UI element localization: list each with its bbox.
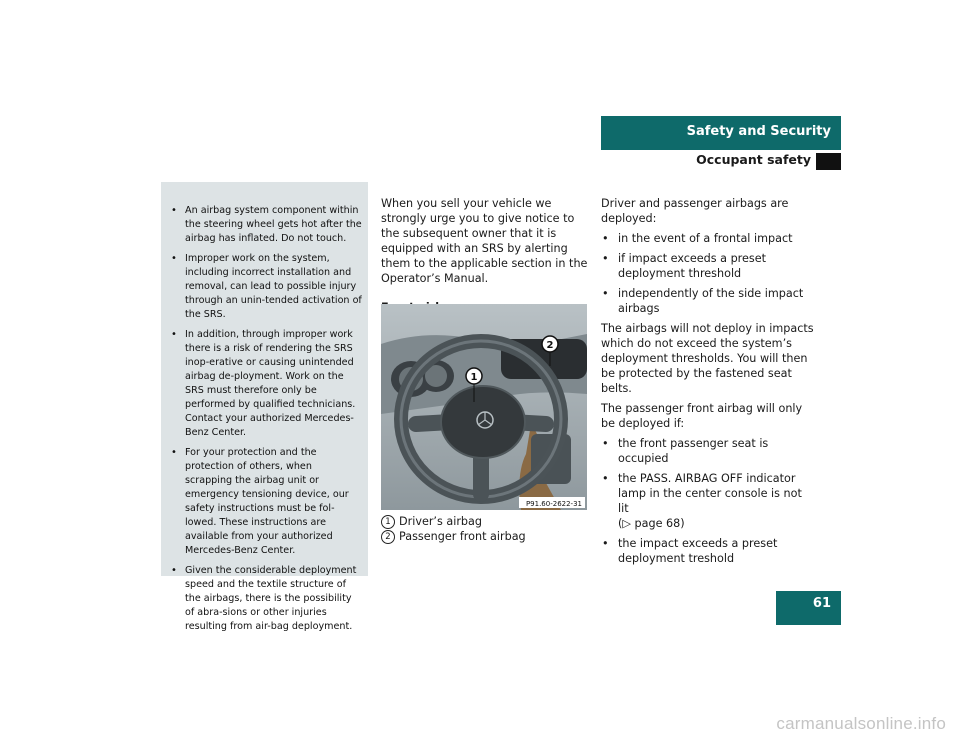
page-reference-link[interactable]: (▷ page 68) xyxy=(618,517,685,530)
deployment-conditions-list xyxy=(601,231,815,316)
caption-text: Driver’s airbag xyxy=(399,515,482,528)
section-title: Safety and Security xyxy=(686,124,831,139)
figure-code: P91.60-2622-31 xyxy=(525,500,582,508)
passenger-airbag-intro: The passenger front airbag will only be deployed if: xyxy=(601,402,803,430)
section-header-band xyxy=(601,116,841,150)
page-number: 61 xyxy=(812,596,831,611)
warning-item: • An airbag system component within the steering wheel gets hot after the airbag has inflated. Do not touch. xyxy=(171,204,362,246)
warning-item: • Improper work on the system, including incorrect installation and removal, can lead to possible injury through an unin-tended activation of the SRS. xyxy=(171,252,362,322)
caption-passenger-airbag xyxy=(381,529,591,544)
deployment-intro: Driver and passenger airbags are deployed: xyxy=(601,197,789,225)
page-number-band xyxy=(776,591,841,625)
subsection-title: Occupant safety xyxy=(696,152,811,167)
warning-item: • Given the considerable deployment speed and the textile structure of the airbags, there is the possibility of abra-sions or other injuries resulting from air-bag deployment. xyxy=(171,564,362,634)
column-middle xyxy=(381,196,591,315)
warning-list xyxy=(161,182,368,634)
column-right xyxy=(601,196,815,571)
warning-item: • For your protection and the protection of others, when scrapping the airbag unit or emergency tensioning device, our safety instructions must be fol-lowed. These instructions are available from your authorized Mercedes-Benz Center. xyxy=(171,446,362,558)
steering-wheel-illustration xyxy=(381,304,587,510)
list-item: • in the event of a frontal impact xyxy=(601,231,815,246)
passenger-conditions-list xyxy=(601,436,815,566)
list-item: • the front passenger seat is occupied xyxy=(601,436,815,466)
caption-number: 2 xyxy=(381,530,395,544)
caption-text: Passenger front airbag xyxy=(399,530,526,543)
callout-2-label: 2 xyxy=(546,340,554,351)
list-item: • the impact exceeds a preset deployment treshold xyxy=(601,536,815,566)
caption-number: 1 xyxy=(381,515,395,529)
threshold-paragraph: The airbags will not deploy in impacts which do not exceed the system’s deployment thresholds. You will then be protected by the fastened seat belts. xyxy=(601,322,814,395)
figure-captions xyxy=(381,514,591,544)
resale-notice-paragraph: When you sell your vehicle we strongly urge you to give notice to the subsequent owner that it is equipped with an SRS by alerting them to the applicable section in the Operator’s Manual. xyxy=(381,197,588,285)
watermark: carmanualsonline.info xyxy=(776,714,946,733)
callout-1-label: 1 xyxy=(470,372,478,383)
warning-item: • In addition, through improper work there is a risk of rendering the SRS inop-erative or causing unintended airbag de-ployment. Work on the SRS must therefore only be performed by qualified technicians. Contact your authorized Mercedes-Benz Center. xyxy=(171,328,362,440)
list-item: • if impact exceeds a preset deployment threshold xyxy=(601,251,815,281)
subsection-marker xyxy=(816,153,841,170)
list-item xyxy=(601,471,815,531)
steering-wheel-airbag-figure xyxy=(381,304,587,510)
list-item: • independently of the side impact airbags xyxy=(601,286,815,316)
warning-box xyxy=(161,182,368,632)
list-item-text: the PASS. AIRBAG OFF indicator lamp in the center console is not lit xyxy=(618,472,802,515)
caption-driver-airbag xyxy=(381,514,591,529)
